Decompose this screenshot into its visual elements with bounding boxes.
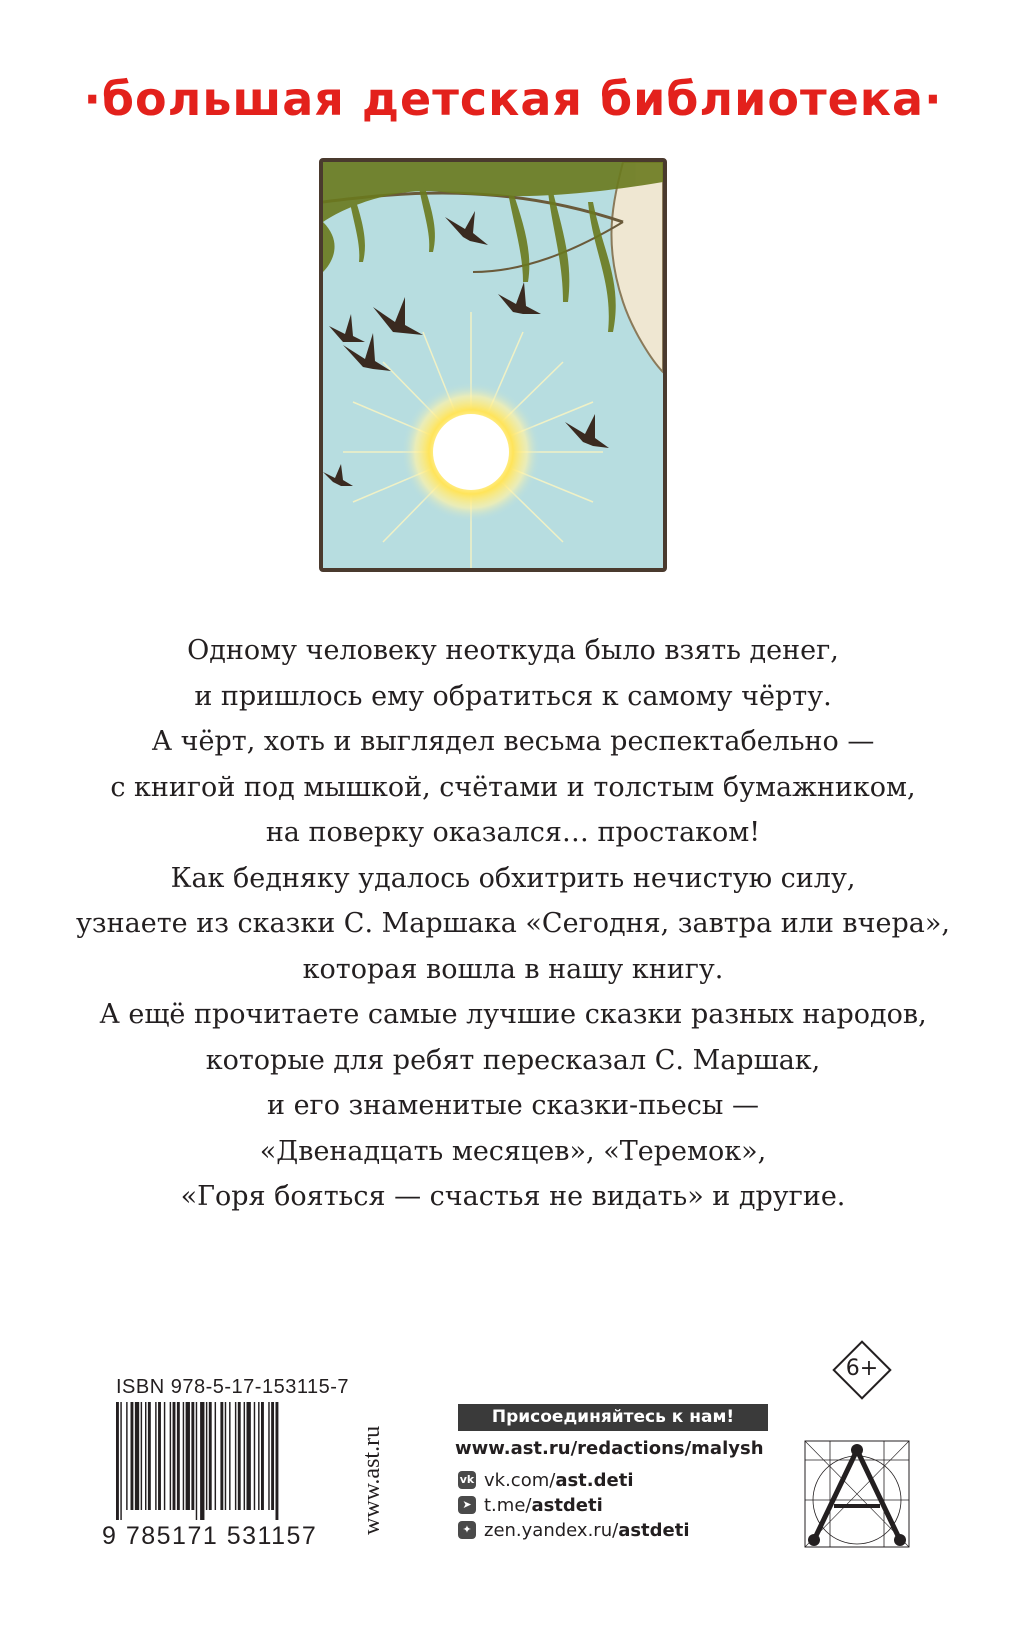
sun-birds-illustration — [323, 162, 663, 568]
barcode-bar — [276, 1402, 279, 1520]
blurb-line: с книгой под мышкой, счётами и толстым бумажником, — [110, 771, 916, 803]
barcode-bar — [196, 1402, 197, 1520]
vk-icon: vk — [458, 1471, 476, 1489]
barcode-bar — [183, 1402, 184, 1510]
barcode-bar — [271, 1402, 274, 1510]
barcode-digits: 9 785171 531157 — [102, 1522, 318, 1550]
barcode-bar — [244, 1402, 245, 1510]
barcode-bar — [164, 1402, 165, 1510]
barcode-bar — [145, 1402, 146, 1510]
vk-handle: ast.deti — [555, 1469, 634, 1491]
zen-icon: ✦ — [458, 1521, 476, 1539]
barcode — [116, 1402, 350, 1520]
blurb-text — [40, 628, 986, 1220]
barcode-bar — [209, 1402, 212, 1510]
barcode-bar — [268, 1402, 269, 1510]
barcode-bar — [200, 1402, 204, 1520]
barcode-bar — [177, 1402, 180, 1510]
barcode-bar — [238, 1402, 241, 1510]
barcode-bar — [225, 1402, 226, 1510]
blurb-line: Одному человеку неоткуда было взять денег, — [187, 635, 839, 666]
blurb-line: и пришлось ему обратиться к самому чёрту. — [194, 680, 832, 712]
barcode-bar — [116, 1402, 119, 1520]
barcode-bar — [120, 1402, 121, 1520]
publisher-logo-icon — [804, 1440, 910, 1548]
vk-prefix: vk.com/ — [484, 1469, 556, 1491]
blurb-line: которые для ребят пересказал С. Маршак, — [205, 1044, 821, 1076]
barcode-bar — [135, 1402, 139, 1510]
tg-prefix: t.me/ — [484, 1494, 532, 1516]
barcode-bar — [131, 1402, 134, 1510]
blurb-line: «Двенадцать месяцев», «Теремок», — [259, 1135, 767, 1167]
blurb-line: А чёрт, хоть и выглядел весьма респектабельно — — [151, 726, 875, 757]
barcode-bar — [155, 1402, 156, 1510]
barcode-bar — [141, 1402, 142, 1510]
blurb-line: А ещё прочитаете самые лучшие сказки разных народов, — [99, 999, 927, 1030]
tg-handle: astdeti — [531, 1494, 603, 1516]
barcode-bar — [191, 1402, 194, 1510]
barcode-bar — [170, 1402, 171, 1510]
blurb-line: узнаете из сказки С. Маршака «Сегодня, завтра или вчера», — [76, 908, 950, 939]
barcode-bar — [215, 1402, 216, 1510]
series-title: ·большая детская библиотека· — [83, 72, 943, 126]
zen-handle: astdeti — [618, 1519, 690, 1541]
blurb-line: Как бедняку удалось обхитрить нечистую силу, — [170, 862, 856, 894]
vertical-url: www.ast.ru — [359, 1425, 385, 1535]
telegram-link[interactable] — [458, 1493, 603, 1517]
barcode-bar — [126, 1402, 127, 1510]
age-rating-badge — [831, 1339, 893, 1401]
blurb-line: и его знаменитые сказки-пьесы — — [267, 1090, 759, 1121]
blurb-line: которая вошла в нашу книгу. — [302, 953, 724, 985]
blurb-line: «Горя бояться — счастья не видать» и другие. — [180, 1181, 846, 1212]
barcode-bar — [235, 1402, 236, 1510]
barcode-bar — [254, 1402, 255, 1510]
cover-illustration — [319, 158, 667, 572]
join-banner: Присоединяйтесь к нам! — [458, 1404, 768, 1431]
zen-prefix: zen.yandex.ru/ — [484, 1519, 619, 1541]
barcode-bar — [148, 1402, 151, 1510]
isbn-label: ISBN 978-5-17-153115-7 — [116, 1376, 349, 1398]
zen-link[interactable] — [458, 1518, 690, 1542]
blurb-line: на поверку оказался… простаком! — [265, 817, 761, 848]
barcode-bar — [229, 1402, 230, 1510]
barcode-bar — [158, 1402, 161, 1510]
age-rating: 6+ — [845, 1356, 879, 1381]
barcode-bar — [173, 1402, 176, 1510]
site-url[interactable]: www.ast.ru/redactions/malysh — [455, 1438, 764, 1459]
sun — [433, 414, 509, 490]
barcode-bar — [261, 1402, 264, 1510]
telegram-icon: ➤ — [458, 1496, 476, 1514]
barcode-bar — [186, 1402, 190, 1510]
barcode-bar — [258, 1402, 259, 1510]
barcode-bar — [220, 1402, 223, 1510]
barcode-bar — [247, 1402, 251, 1510]
vk-link[interactable] — [458, 1468, 633, 1492]
barcode-bar — [206, 1402, 207, 1510]
